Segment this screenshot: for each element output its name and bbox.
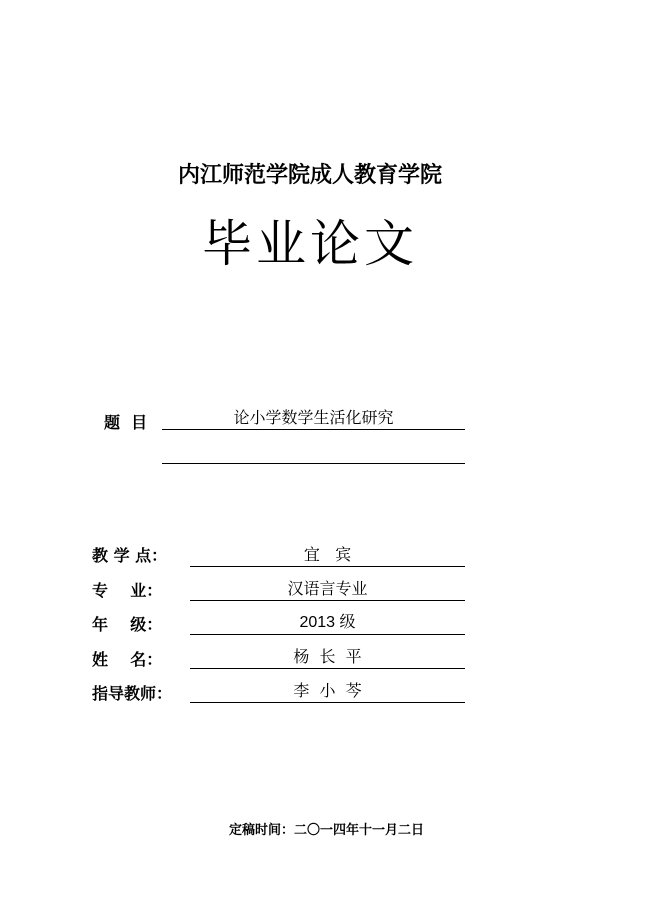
field-value-advisor: 李 小 芩 bbox=[190, 680, 465, 703]
field-label-grade: 年 级： bbox=[92, 615, 163, 634]
field-value-name: 杨 长 平 bbox=[190, 646, 465, 669]
document-title: 毕业论文 bbox=[202, 215, 418, 273]
topic-value-line2 bbox=[162, 441, 465, 464]
finalized-date: 定稿时间：二〇一四年十一月二日 bbox=[229, 823, 425, 838]
field-label-advisor: 指导教师： bbox=[92, 684, 173, 703]
field-label-name: 姓 名： bbox=[92, 650, 163, 669]
field-value-grade: 2013 级 bbox=[190, 612, 465, 635]
field-label-teaching-site: 教 学 点： bbox=[92, 546, 168, 565]
field-label-major: 专 业： bbox=[92, 581, 163, 600]
topic-label: 题 目 bbox=[104, 413, 148, 432]
field-value-teaching-site: 宜 宾 bbox=[190, 544, 465, 567]
institution-name: 内江师范学院成人教育学院 bbox=[177, 163, 442, 188]
topic-value: 论小学数学生活化研究 bbox=[162, 407, 465, 430]
field-value-major: 汉语言专业 bbox=[190, 578, 465, 601]
